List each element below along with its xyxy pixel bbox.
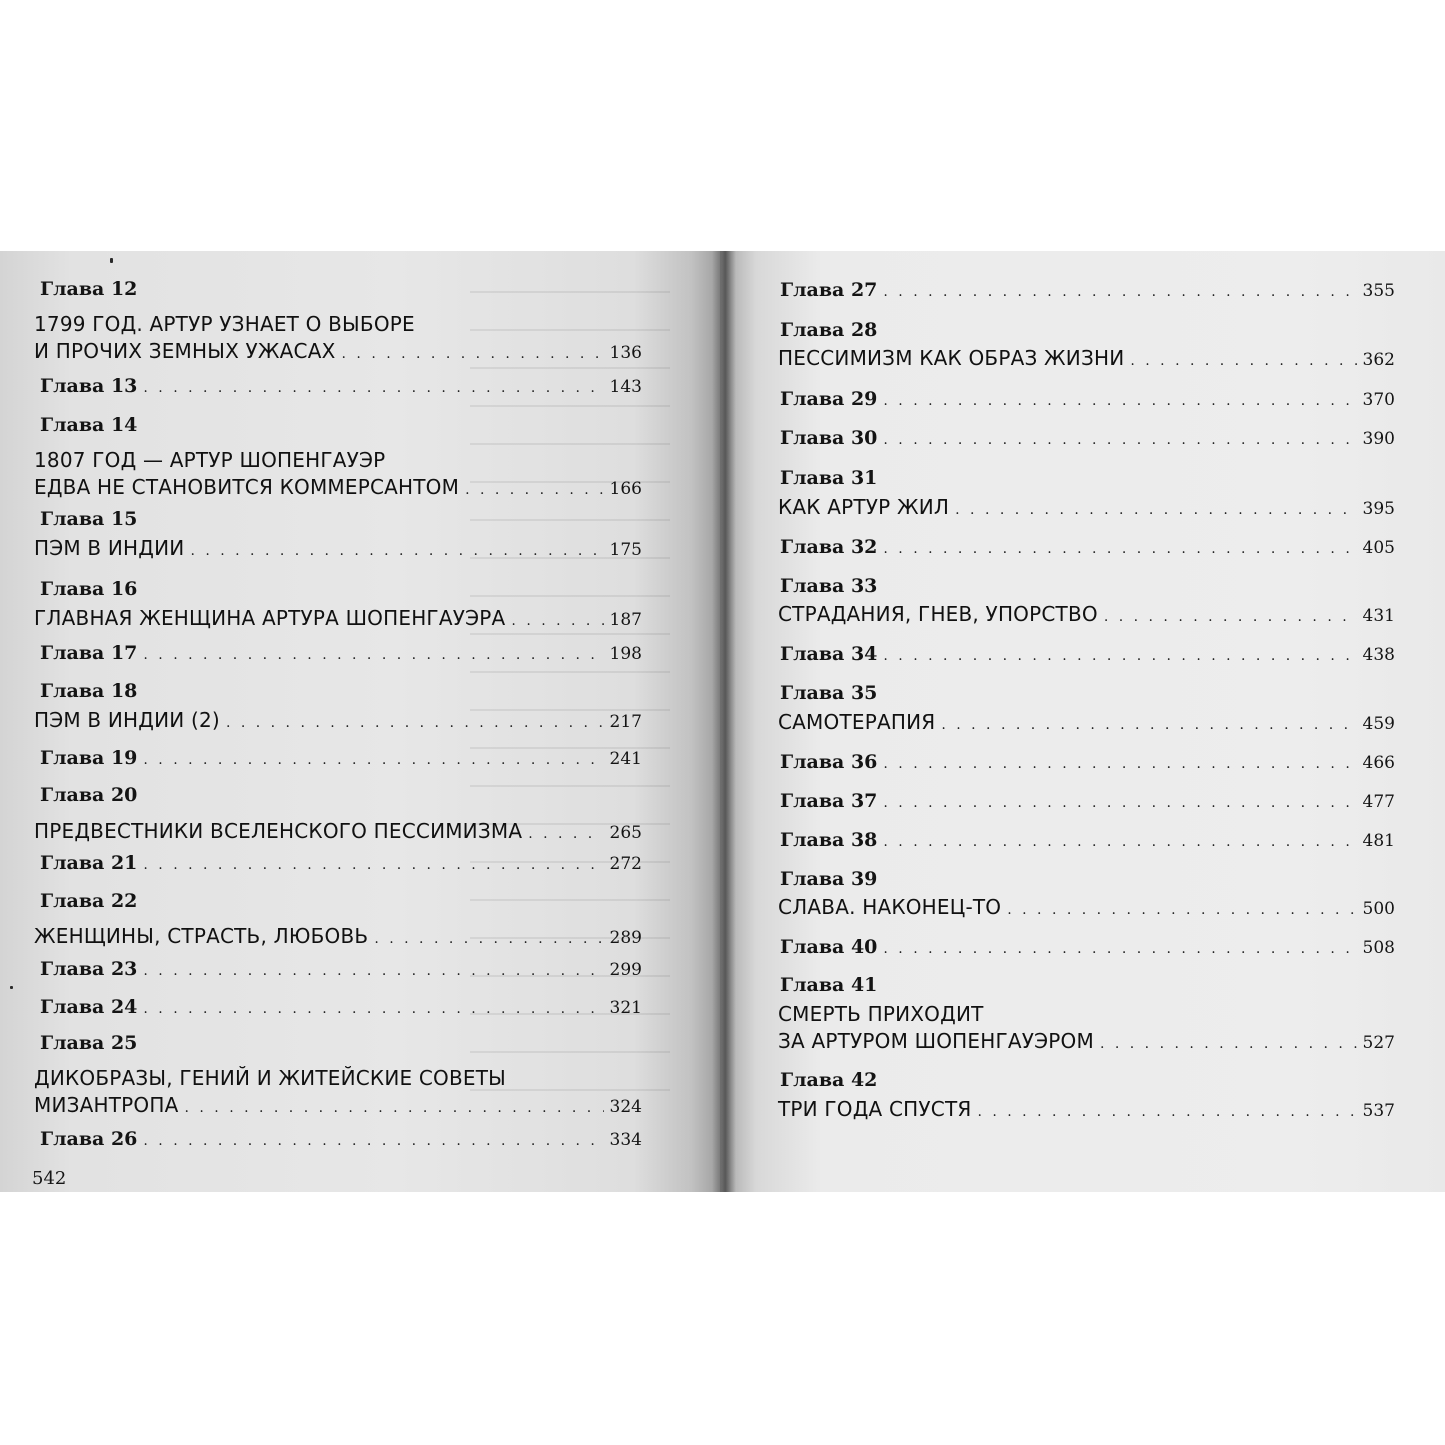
- page-number: 527: [1362, 1033, 1395, 1053]
- dot-leader: [185, 1100, 604, 1116]
- dot-leader: [1104, 609, 1357, 625]
- toc-entry-row: [40, 1127, 642, 1151]
- page-number: 241: [609, 749, 642, 769]
- page-number: 537: [1362, 1101, 1395, 1121]
- chapter-title: ЖЕНЩИНЫ, СТРАСТЬ, ЛЮБОВЬ: [34, 924, 369, 948]
- chapter-title: СЛАВА. НАКОНЕЦ-ТО: [778, 895, 1002, 919]
- chapter-label: Глава 16: [40, 578, 138, 600]
- toc-entry-row: [778, 601, 1395, 627]
- chapter-title: И ПРОЧИХ ЗЕМНЫХ УЖАСАХ: [34, 339, 336, 363]
- dot-leader: [528, 826, 603, 842]
- chapter-title: ПРЕДВЕСТНИКИ ВСЕЛЕНСКОГО ПЕССИМИЗМА: [34, 819, 523, 843]
- chapter-title: КАК АРТУР ЖИЛ: [778, 495, 950, 519]
- dot-leader: [465, 482, 603, 498]
- page-number: 481: [1362, 831, 1395, 851]
- chapter-label: Глава 42: [780, 1069, 878, 1091]
- chapter-title: ГЛАВНАЯ ЖЕНЩИНА АРТУРА ШОПЕНГАУЭРА: [34, 606, 506, 630]
- chapter-title: ЗА АРТУРОМ ШОПЕНГАУЭРОМ: [778, 1029, 1094, 1053]
- toc-entry-row: [34, 338, 642, 364]
- page-number: 438: [1362, 645, 1395, 665]
- page-number: 362: [1362, 350, 1395, 370]
- chapter-label: Глава 22: [40, 890, 138, 912]
- chapter-label: Глава 35: [780, 682, 878, 704]
- chapter-label: Глава 23: [40, 958, 138, 980]
- print-speck: [10, 986, 13, 989]
- chapter-label: Глава 15: [40, 508, 138, 530]
- book-spread: [0, 251, 1445, 1192]
- chapter-label: Глава 13: [40, 375, 138, 397]
- chapter-label: Глава 27: [780, 279, 878, 301]
- chapter-label: Глава 21: [40, 852, 138, 874]
- dot-leader: [374, 931, 603, 947]
- toc-entry-row: [780, 278, 1395, 302]
- page-number: 299: [609, 960, 642, 980]
- page-number: 431: [1362, 606, 1395, 626]
- print-speck: [110, 258, 113, 263]
- toc-entry-row: [778, 894, 1395, 920]
- chapter-label: Глава 40: [780, 936, 878, 958]
- chapter-label: Глава 41: [780, 974, 878, 996]
- toc-entry-row: [34, 535, 642, 561]
- chapter-title: САМОТЕРАПИЯ: [778, 710, 936, 734]
- toc-entry-row: [778, 494, 1395, 520]
- page-number: 217: [609, 712, 642, 732]
- toc-entry-row: [40, 746, 642, 770]
- page-number: 198: [609, 644, 642, 664]
- toc-entry-row: [40, 851, 642, 875]
- chapter-label: Глава 39: [780, 868, 878, 890]
- toc-entry-row: [780, 828, 1395, 852]
- dot-leader: [941, 717, 1356, 733]
- dot-leader: [143, 857, 603, 873]
- dot-leader: [883, 756, 1356, 772]
- chapter-label: Глава 30: [780, 427, 878, 449]
- show-through-texture: [470, 291, 670, 1111]
- dot-leader: [883, 834, 1356, 850]
- toc-entry-row: [778, 1028, 1395, 1054]
- dot-leader: [1130, 353, 1356, 369]
- toc-entry-row: [40, 374, 642, 398]
- dot-leader: [883, 393, 1356, 409]
- chapter-label: Глава 19: [40, 747, 138, 769]
- dot-leader: [883, 541, 1356, 557]
- dot-leader: [143, 963, 603, 979]
- dot-leader: [1100, 1036, 1357, 1052]
- toc-entry-row: [780, 387, 1395, 411]
- dot-leader: [143, 380, 603, 396]
- page-number: 143: [609, 377, 642, 397]
- page-number: 265: [609, 823, 642, 843]
- toc-entry-row: [780, 535, 1395, 559]
- dot-leader: [190, 543, 603, 559]
- chapter-title: МИЗАНТРОПА: [34, 1093, 179, 1117]
- toc-entry-row: [780, 426, 1395, 450]
- chapter-label: Глава 18: [40, 680, 138, 702]
- toc-entry-row: [34, 1092, 642, 1118]
- toc-entry-row: [34, 923, 642, 949]
- page-number: 166: [609, 479, 642, 499]
- page-number: 395: [1362, 499, 1395, 519]
- chapter-label: Глава 29: [780, 388, 878, 410]
- toc-entry-row: [780, 750, 1395, 774]
- book-gutter: [712, 251, 736, 1192]
- page-number: 508: [1362, 938, 1395, 958]
- dot-leader: [955, 502, 1356, 518]
- chapter-label: Глава 32: [780, 536, 878, 558]
- chapter-label: Глава 37: [780, 790, 878, 812]
- chapter-title: ПЭМ В ИНДИИ: [34, 536, 185, 560]
- chapter-title: 1799 ГОД. АРТУР УЗНАЕТ О ВЫБОРЕ: [34, 312, 415, 336]
- page-number: 334: [609, 1130, 642, 1150]
- dot-leader: [143, 1001, 603, 1017]
- chapter-title: ТРИ ГОДА СПУСТЯ: [778, 1097, 972, 1121]
- chapter-title: 1807 ГОД — АРТУР ШОПЕНГАУЭР: [34, 448, 386, 472]
- toc-entry-row: [34, 474, 642, 500]
- chapter-label: Глава 26: [40, 1128, 138, 1150]
- page-number: 466: [1362, 753, 1395, 773]
- toc-entry-row: [34, 818, 642, 844]
- dot-leader: [883, 941, 1356, 957]
- page-number: 175: [609, 540, 642, 560]
- chapter-label: Глава 14: [40, 414, 138, 436]
- chapter-title: ЕДВА НЕ СТАНОВИТСЯ КОММЕРСАНТОМ: [34, 475, 460, 499]
- chapter-label: Глава 24: [40, 996, 138, 1018]
- dot-leader: [342, 346, 604, 362]
- toc-entry-row: [780, 789, 1395, 813]
- page-number: 355: [1362, 281, 1395, 301]
- chapter-title: ПЕССИМИЗМ КАК ОБРАЗ ЖИЗНИ: [778, 346, 1125, 370]
- chapter-label: Глава 12: [40, 278, 138, 300]
- page-number: 324: [609, 1097, 642, 1117]
- chapter-label: Глава 38: [780, 829, 878, 851]
- dot-leader: [226, 715, 604, 731]
- toc-entry-row: [40, 641, 642, 665]
- page-number: 370: [1362, 390, 1395, 410]
- chapter-label: Глава 25: [40, 1032, 138, 1054]
- dot-leader: [143, 752, 603, 768]
- dot-leader: [143, 1133, 603, 1149]
- toc-entry-row: [40, 995, 642, 1019]
- page-number: 500: [1362, 899, 1395, 919]
- page-number: 459: [1362, 714, 1395, 734]
- dot-leader: [1007, 902, 1356, 918]
- chapter-label: Глава 31: [780, 467, 878, 489]
- toc-entry-row: [778, 709, 1395, 735]
- chapter-label: Глава 20: [40, 784, 138, 806]
- dot-leader: [883, 648, 1356, 664]
- chapter-label: Глава 33: [780, 575, 878, 597]
- chapter-title: ДИКОБРАЗЫ, ГЕНИЙ И ЖИТЕЙСКИЕ СОВЕТЫ: [34, 1066, 507, 1090]
- chapter-label: Глава 34: [780, 643, 878, 665]
- chapter-label: Глава 28: [780, 319, 878, 341]
- toc-entry-row: [780, 935, 1395, 959]
- toc-entry-row: [778, 1096, 1395, 1122]
- page-number: 272: [609, 854, 642, 874]
- page-number: 477: [1362, 792, 1395, 812]
- chapter-title: СТРАДАНИЯ, ГНЕВ, УПОРСТВО: [778, 602, 1098, 626]
- toc-entry-row: [778, 345, 1395, 371]
- chapter-label: Глава 36: [780, 751, 878, 773]
- dot-leader: [883, 432, 1356, 448]
- toc-entry-row: [34, 707, 642, 733]
- toc-entry-row: [34, 605, 642, 631]
- toc-entry-row: [40, 957, 642, 981]
- dot-leader: [883, 795, 1356, 811]
- page-number: 390: [1362, 429, 1395, 449]
- page-number: 187: [609, 610, 642, 630]
- page-number: 136: [609, 343, 642, 363]
- chapter-title: ПЭМ В ИНДИИ (2): [34, 708, 220, 732]
- dot-leader: [977, 1104, 1356, 1120]
- page-number: 289: [609, 928, 642, 948]
- page-number: 405: [1362, 538, 1395, 558]
- dot-leader: [883, 284, 1356, 300]
- dot-leader: [143, 647, 603, 663]
- toc-entry-row: [780, 642, 1395, 666]
- chapter-label: Глава 17: [40, 642, 138, 664]
- page-number-folio: 542: [32, 1168, 67, 1189]
- page-number: 321: [609, 998, 642, 1018]
- chapter-title: СМЕРТЬ ПРИХОДИТ: [778, 1002, 984, 1026]
- dot-leader: [511, 613, 603, 629]
